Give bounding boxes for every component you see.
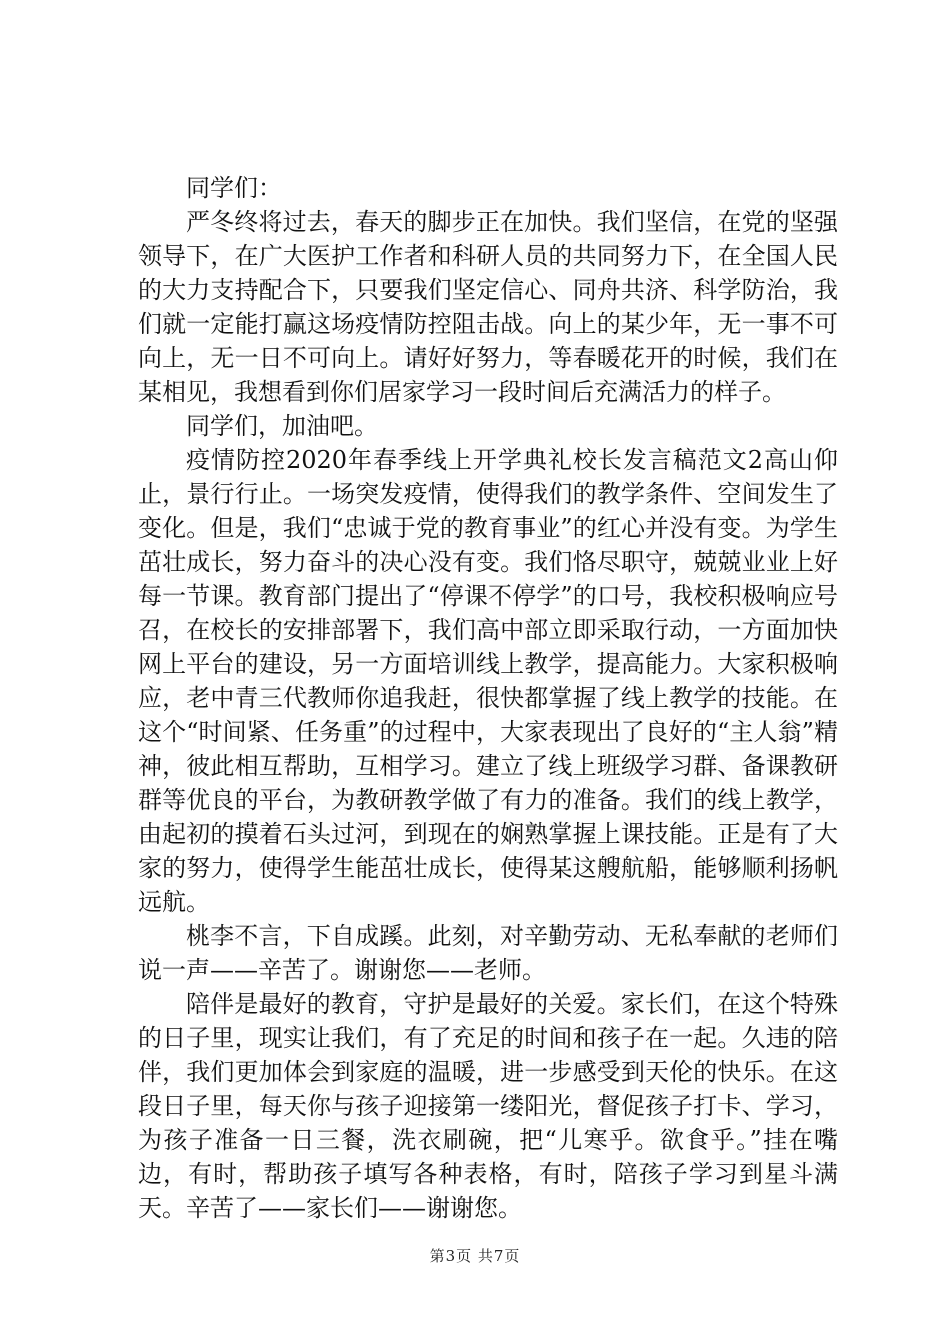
paragraph-spring-message: 严冬终将过去，春天的脚步正在加快。我们坚信，在党的坚强领导下，在广大医护工作者和科研人员的共同努力下，在全国人民的大力支持配合下，只要我们坚定信心、同舟共济、科学防治，我们就一定能打赢这场疫情防控阻击战。向上的某少年，无一事不可向上，无一日不可向上。请好好努力，等春暖花开的时候，我们在某相见，我想看到你们居家学习一段时间后充满活力的样子。: [138, 208, 838, 406]
paragraph-thank-parents: 陪伴是最好的教育，守护是最好的关爱。家长们，在这个特殊的日子里，现实让我们，有了充足的时间和孩子在一起。久违的陪伴，我们更加体会到家庭的温暖，进一步感受到天伦的快乐。在这段日子里，每天你与孩子迎接第一缕阳光，督促孩子打卡、学习，为孩子准备一日三餐，洗衣刷碗，把“儿寒乎。欲食乎。”挂在嘴边，有时，帮助孩子填写各种表格，有时，陪孩子学习到星斗满天。辛苦了——家长们——谢谢您。: [138, 990, 838, 1222]
paragraph-greeting: 同学们：: [186, 174, 282, 202]
paragraph-cheer: 同学们，加油吧。: [186, 412, 378, 440]
paragraph-thank-teachers: 桃李不言，下自成蹊。此刻，对辛勤劳动、无私奉献的老师们说一声——辛苦了。谢谢您——老师。: [138, 922, 838, 984]
paragraph-online-teaching: 疫情防控2020年春季线上开学典礼校长发言稿范文2高山仰止，景行行止。一场突发疫情，使得我们的教学条件、空间发生了变化。但是，我们“忠诚于党的教育事业”的红心并没有变。为学生茁壮成长，努力奋斗的决心没有变。我们恪尽职守，兢兢业业上好每一节课。教育部门提出了“停课不停学”的口号，我校积极响应号召，在校长的安排部署下，我们高中部立即采取行动，一方面加快网上平台的建设，另一方面培训线上教学，提高能力。大家积极响应，老中青三代教师你追我赶，很快都掌握了线上教学的技能。在这个“时间紧、任务重”的过程中，大家表现出了良好的“主人翁”精神，彼此相互帮助，互相学习。建立了线上班级学习群、备课教研群等优良的平台，为教研教学做了有力的准备。我们的线上教学，由起初的摸着石头过河，到现在的娴熟掌握上课技能。正是有了大家的努力，使得学生能茁壮成长，使得某这艘航船，能够顺利扬帆远航。: [138, 446, 838, 916]
document-body: [138, 171, 838, 1225]
page-number-footer: 第3页 共7页: [429, 1247, 521, 1265]
